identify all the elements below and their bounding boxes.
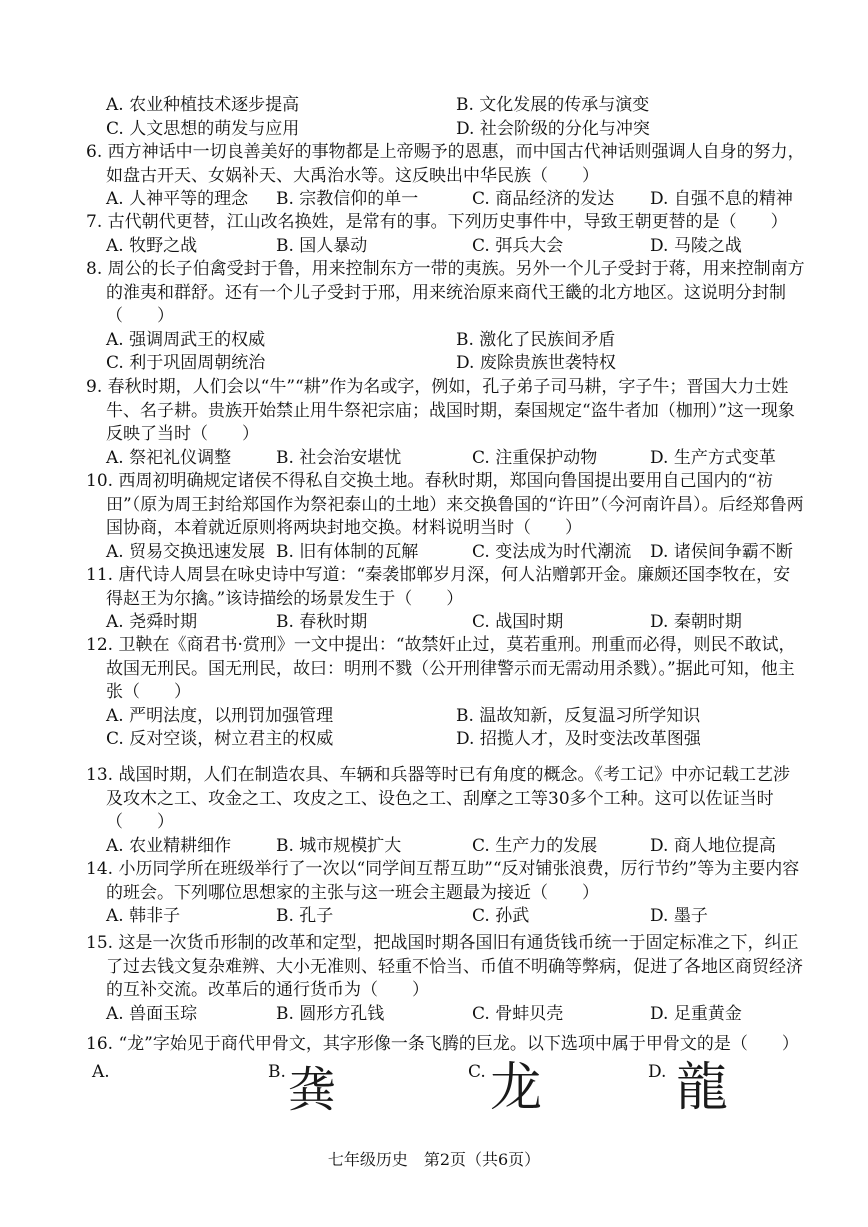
question-7 <box>86 211 806 258</box>
option-d-letter: D. <box>648 1062 667 1082</box>
option-b: B. 激化了民族间矛盾 <box>456 329 616 350</box>
question-stem: 10. 西周初明确规定诸侯不得私自交换土地。春秋时期，郑国向鲁国提出要用自己国内的“祊田”（原为周王封给郑国作为祭祀泰山的土地）来交换鲁国的“许田”（今河南许昌）。后经郑鲁两国协商，本着就近原则将两块封地交换。材料说明当时（ ） <box>86 471 804 538</box>
option-c-letter: C. <box>468 1062 486 1082</box>
question-8 <box>86 258 806 376</box>
question-stem: 11. 唐代诗人周昙在咏史诗中写道：“秦袭邯郸岁月深，何人沾赠郭开金。廉颇还国李牧在，安得赵王为尔擒。”该诗描绘的场景发生于（ ） <box>86 565 791 609</box>
option-d: D. 马陵之战 <box>650 235 742 256</box>
option-a: A. 贸易交换迅速发展 <box>106 541 266 562</box>
option-row <box>86 352 806 376</box>
option-a-letter: A. <box>92 1062 110 1082</box>
option-b: B. 温故知新，反复温习所学知识 <box>456 705 701 726</box>
question-stem: 8. 周公的长子伯禽受封于鲁，用来控制东方一带的夷族。另外一个儿子受封于蒋，用来控制南方的淮夷和群舒。还有一个儿子受封于邢，用来统治原来商代王畿的北方地区。这说明分封制（ ） <box>86 259 805 326</box>
question-12 <box>86 634 806 752</box>
option-row <box>86 1003 806 1027</box>
question-14 <box>86 858 806 929</box>
option-d: D. 废除贵族世袭特权 <box>456 353 616 373</box>
question-13 <box>86 764 806 858</box>
option-d: D. 秦朝时期 <box>650 612 742 632</box>
option-c: C. 战国时期 <box>472 612 564 632</box>
question-15 <box>86 932 806 1026</box>
option-b: B. 圆形方孔钱 <box>276 1003 385 1024</box>
option-a: A. 韩非子 <box>106 906 181 926</box>
question-stem: 12. 卫鞅在《商君书·赏刑》一文中提出：“故禁奸止过，莫若重刑。刑重而必得，则民不敢试，故国无刑民。国无刑民，故曰：明刑不戮（公开刑律警示而无需动用杀戮）。”据此可知，他主张（ ） <box>86 635 796 702</box>
option-row <box>86 188 806 212</box>
option-c-glyph: 龙 <box>490 1058 543 1118</box>
option-c: C. 变法成为时代潮流 <box>472 541 632 562</box>
option-b: B. 国人暴动 <box>276 235 368 256</box>
option-b: B. 孔子 <box>276 906 334 926</box>
option-d-glyph: 龍 <box>676 1058 729 1118</box>
option-a: A. 农业精耕细作 <box>106 835 232 856</box>
option-b: B. 旧有体制的瓦解 <box>276 541 419 562</box>
option-c: C. 生产力的发展 <box>472 835 598 856</box>
option-row <box>86 611 806 635</box>
question-10 <box>86 470 806 564</box>
option-d: D. 足重黄金 <box>650 1003 742 1024</box>
option-b: B. 社会治安堪忧 <box>276 447 402 468</box>
option-row <box>86 728 806 752</box>
page-footer: 七年级历史 第2页（共6页） <box>327 1150 541 1169</box>
question-stem: 16. “龙”字始见于商代甲骨文，其字形像一条飞腾的巨龙。以下选项中属于甲骨文的是（ ） <box>86 1034 799 1054</box>
option-c: C. 商品经济的发达 <box>472 189 615 209</box>
option-row <box>86 329 806 353</box>
option-d: D. 自强不息的精神 <box>650 189 793 209</box>
option-b-glyph: 龚 <box>288 1062 337 1118</box>
option-row <box>86 447 806 471</box>
option-d: D. 社会阶级的分化与冲突 <box>456 118 650 139</box>
option-c: C. 人文思想的萌发与应用 <box>106 118 300 139</box>
question-stem: 15. 这是一次货币形制的改革和定型，把战国时期各国旧有通货钱币统一于固定标准之下，纠正了过去钱文复杂难辨、大小无准则、轻重不恰当、币值不明确等弊病，促进了各地区商贸经济的互补交流。改革后的通行货币为（ ） <box>86 933 803 1000</box>
option-row <box>86 835 806 859</box>
option-row <box>106 118 806 142</box>
option-c: C. 弭兵大会 <box>472 235 564 256</box>
option-d: D. 诸侯间争霸不断 <box>650 541 793 562</box>
option-a: A. 尧舜时期 <box>106 612 198 632</box>
option-b: B. 文化发展的传承与演变 <box>456 95 650 115</box>
option-b: B. 城市规模扩大 <box>276 835 402 856</box>
option-d: D. 招揽人才，及时变法改革图强 <box>456 729 701 749</box>
question-stem: 13. 战国时期，人们在制造农具、车辆和兵器等时已有角度的概念。《考工记》中亦记载工艺涉及攻木之工、攻金之工、攻皮之工、设色之工、刮摩之工等30多个工种。这可以佐证当时（ ） <box>86 765 790 832</box>
option-row <box>86 905 806 929</box>
option-d: D. 墨子 <box>650 906 708 926</box>
option-b: B. 春秋时期 <box>276 612 368 632</box>
option-a: A. 祭祀礼仪调整 <box>106 447 232 468</box>
option-d: D. 生产方式变革 <box>650 447 776 468</box>
option-a: A. 牧野之战 <box>106 235 198 256</box>
option-row <box>86 235 806 259</box>
option-c: C. 骨蚌贝壳 <box>472 1003 564 1024</box>
option-c: C. 利于巩固周朝统治 <box>106 353 266 373</box>
question-16 <box>86 1033 806 1057</box>
option-row <box>86 705 806 729</box>
question-11 <box>86 564 806 635</box>
option-row <box>106 94 806 118</box>
question-6 <box>86 141 806 212</box>
option-c: C. 反对空谈，树立君主的权威 <box>106 729 334 749</box>
option-b-letter: B. <box>268 1062 286 1082</box>
option-c: C. 孙武 <box>472 906 530 926</box>
option-a: A. 农业种植技术逐步提高 <box>106 95 300 115</box>
option-a: A. 强调周武王的权威 <box>106 329 266 350</box>
question-stem: 9. 春秋时期，人们会以“牛”“耕”作为名或字，例如，孔子弟子司马耕，字子牛；晋国大力士姓牛、名子耕。贵族开始禁止用牛祭祀宗庙；战国时期，秦国规定“盗牛者加（枷刑）”这一现象反映了当时（ ） <box>86 377 795 444</box>
question-9 <box>86 376 806 470</box>
option-a: A. 严明法度，以刑罚加强管理 <box>106 705 334 726</box>
option-row <box>86 541 806 565</box>
option-b: B. 宗教信仰的单一 <box>276 189 419 209</box>
option-a: A. 兽面玉琮 <box>106 1003 198 1024</box>
prev-question-options <box>106 94 806 141</box>
question-stem: 7. 古代朝代更替，江山改名换姓，是常有的事。下列历史事件中，导致王朝更替的是（ ） <box>86 212 788 232</box>
question-stem: 14. 小历同学所在班级举行了一次以“同学间互帮互助”“反对铺张浪费，厉行节约”等为主要内容的班会。下列哪位思想家的主张与这一班会主题最为接近（ ） <box>86 859 800 903</box>
option-d: D. 商人地位提高 <box>650 835 776 856</box>
option-c: C. 注重保护动物 <box>472 447 598 468</box>
question-stem: 6. 西方神话中一切良善美好的事物都是上帝赐予的恩惠，而中国古代神话则强调人自身的努力，如盘古开天、女娲补天、大禹治水等。这反映出中华民族（ ） <box>86 142 805 186</box>
option-a: A. 人神平等的理念 <box>106 189 249 209</box>
